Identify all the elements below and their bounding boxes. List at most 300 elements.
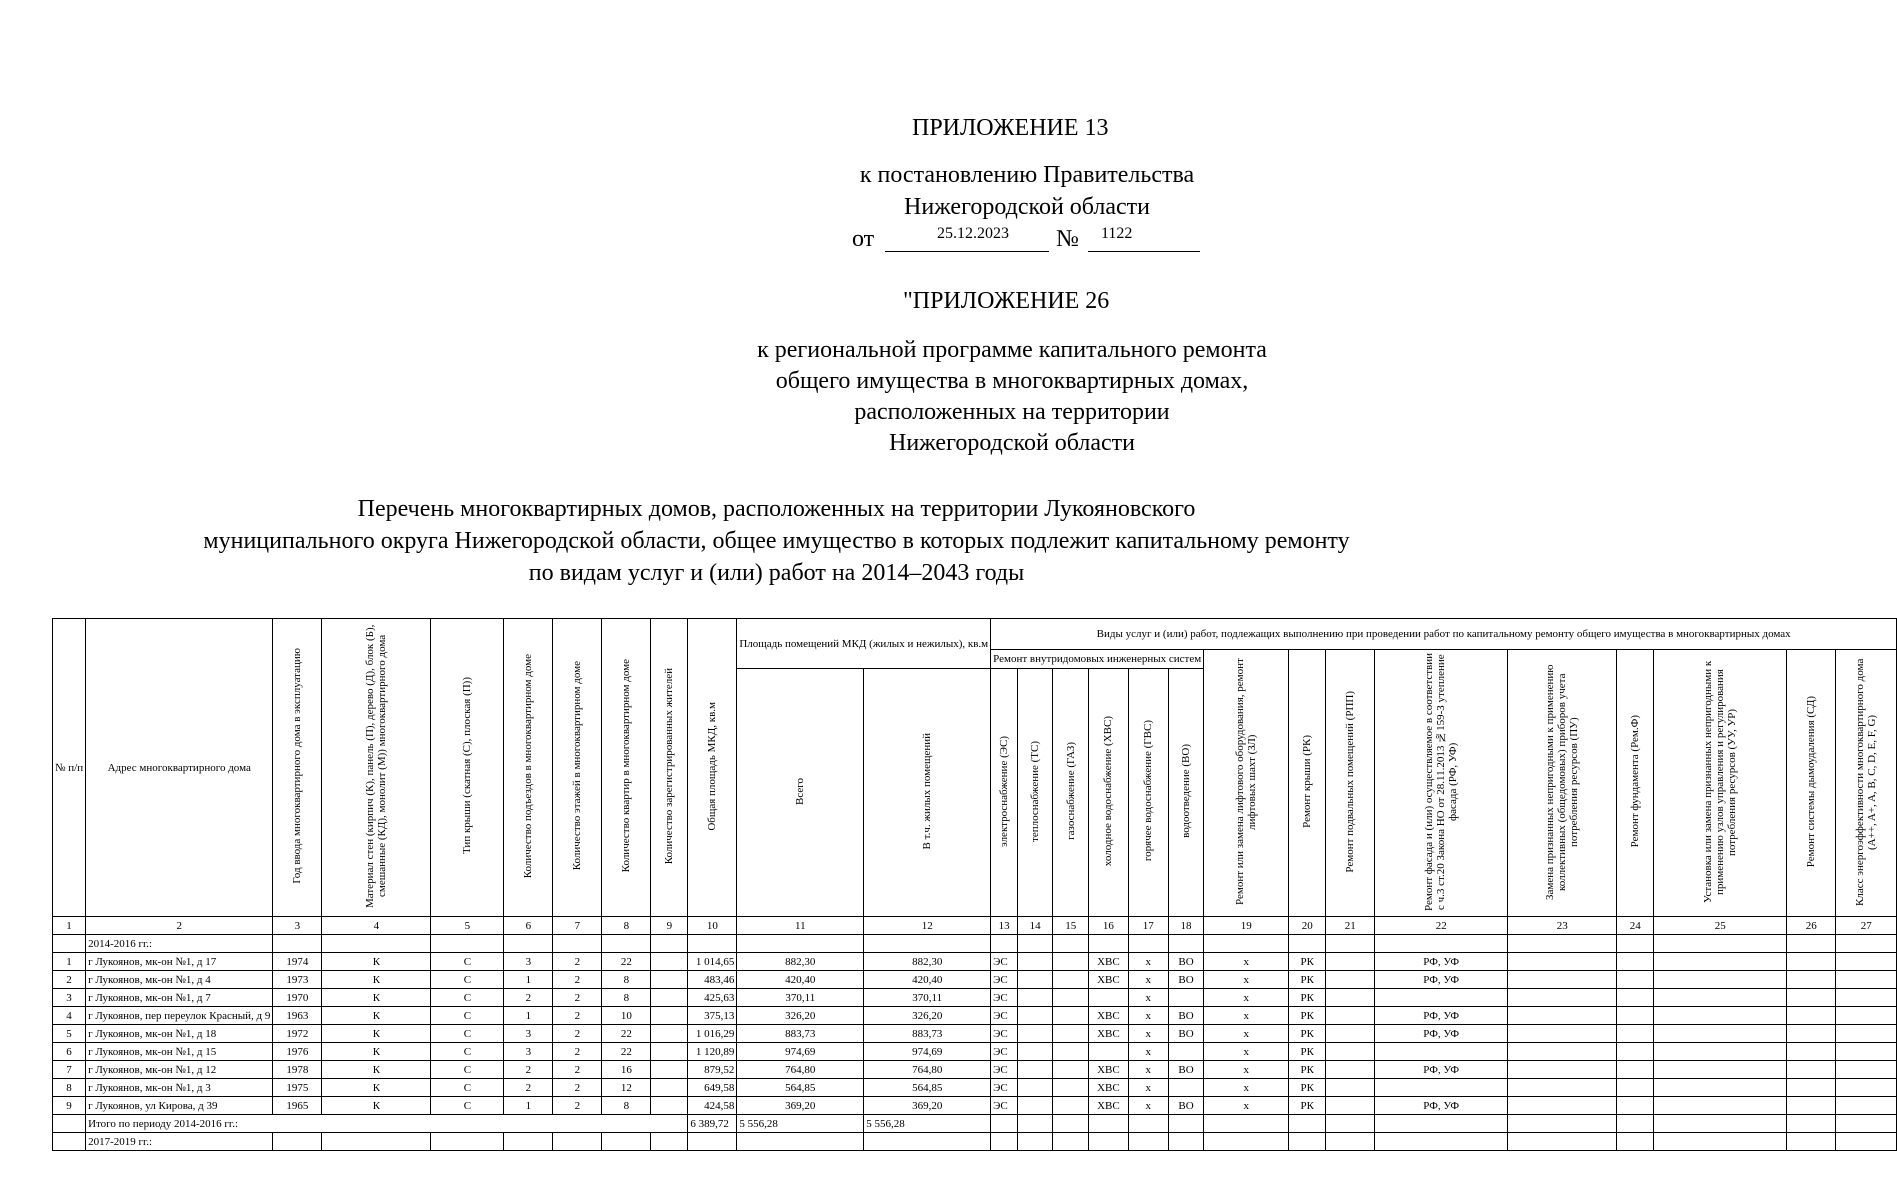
cell-gaz [1053, 1061, 1089, 1079]
cell-rpp [1326, 1079, 1375, 1097]
header-area-living: В т.ч. жилых помещений [921, 732, 934, 850]
cell-sd [1787, 1043, 1836, 1061]
cell-remf [1617, 953, 1654, 971]
cell-uu [1654, 1007, 1787, 1025]
cell-year: 1965 [273, 1097, 322, 1115]
cell-uu [1654, 1043, 1787, 1061]
cell-remf [1617, 1097, 1654, 1115]
cell-roof-type: С [431, 1025, 504, 1043]
cell-rk: РК [1289, 1061, 1326, 1079]
cell-rk: РК [1289, 1043, 1326, 1061]
column-number: 1 [53, 917, 86, 935]
cell-pu [1508, 1007, 1617, 1025]
cell-hvs: ХВС [1089, 971, 1129, 989]
cell-rpp [1326, 1025, 1375, 1043]
cell-sd [1787, 1025, 1836, 1043]
cell-es: ЭС [991, 1025, 1018, 1043]
cell-floors: 2 [553, 1079, 602, 1097]
table-row [53, 1079, 1897, 1097]
cell-entrances: 1 [504, 1097, 553, 1115]
cell-year: 1978 [273, 1061, 322, 1079]
number-label: № [1056, 226, 1079, 252]
cell-address: г Лукоянов, мк-он №1, д 18 [86, 1025, 273, 1043]
cell-wall-material: К [322, 989, 431, 1007]
header-gaz: газоснабжение (ГАЗ) [1064, 742, 1077, 840]
cell-row-number: 9 [53, 1097, 86, 1115]
table-row [53, 1007, 1897, 1025]
cell-roof-type: С [431, 1007, 504, 1025]
cell-residents [651, 989, 688, 1007]
cell-lift: х [1204, 971, 1289, 989]
cell-residents [651, 1079, 688, 1097]
header-premises-area: Площадь помещений МКД (жилых и нежилых), кв.м [737, 619, 991, 669]
cell-sd [1787, 989, 1836, 1007]
cell-remf [1617, 1043, 1654, 1061]
cell-row-number: 8 [53, 1079, 86, 1097]
column-number: 19 [1204, 917, 1289, 935]
cell-uu [1654, 971, 1787, 989]
column-number: 3 [273, 917, 322, 935]
cell-rpp [1326, 1007, 1375, 1025]
cell-rk: РК [1289, 971, 1326, 989]
cell-gaz [1053, 1079, 1089, 1097]
column-number: 27 [1836, 917, 1897, 935]
cell-vo: ВО [1168, 953, 1203, 971]
cell-ts [1018, 989, 1053, 1007]
cell-residents [651, 1043, 688, 1061]
cell-wall-material: К [322, 1079, 431, 1097]
cell-sd [1787, 953, 1836, 971]
cell-entrances: 1 [504, 971, 553, 989]
program-line-4: Нижегородской области [888, 430, 1136, 456]
resolution-date: 25.12.2023 [937, 225, 1009, 242]
column-number: 8 [602, 917, 651, 935]
cell-facade: РФ, УФ [1375, 1007, 1508, 1025]
header-rpp: Ремонт подвальных помещений (РПП) [1344, 690, 1357, 873]
cell-energy-class [1836, 1079, 1897, 1097]
cell-apartments: 10 [602, 1007, 651, 1025]
cell-lift: х [1204, 1007, 1289, 1025]
cell-remf [1617, 1025, 1654, 1043]
cell-row-number: 7 [53, 1061, 86, 1079]
cell-floors: 2 [553, 1007, 602, 1025]
cell-entrances: 2 [504, 989, 553, 1007]
cell-wall-material: К [322, 1025, 431, 1043]
cell-vo: ВО [1168, 971, 1203, 989]
header-address: Адрес многоквартирного дома [86, 619, 273, 917]
cell-address: г Лукоянов, мк-он №1, д 4 [86, 971, 273, 989]
header-residents: Количество зарегистрированных жителей [663, 667, 676, 865]
cell-total-area: 424,58 [688, 1097, 737, 1115]
cell-area-living: 564,85 [864, 1079, 991, 1097]
column-number: 6 [504, 917, 553, 935]
column-number: 12 [864, 917, 991, 935]
cell-floors: 2 [553, 1025, 602, 1043]
cell-energy-class [1836, 1007, 1897, 1025]
cell-year: 1976 [273, 1043, 322, 1061]
cell-area-living: 420,40 [864, 971, 991, 989]
cell-year: 1973 [273, 971, 322, 989]
cell-apartments: 8 [602, 1097, 651, 1115]
cell-roof-type: С [431, 971, 504, 989]
date-underline [885, 251, 1049, 252]
cell-wall-material: К [322, 1007, 431, 1025]
cell-gvs: х [1128, 1043, 1168, 1061]
header-facade: Ремонт фасада и (или) осуществляемое в соответствии с ч.3 ст.20 Закона НО от 28.11.2013 №159-З утепление фасада (РФ, УФ) [1423, 652, 1460, 911]
cell-energy-class [1836, 1061, 1897, 1079]
cell-gaz [1053, 971, 1089, 989]
program-line-3: расположенных на территории [854, 399, 1170, 425]
cell-energy-class [1836, 1097, 1897, 1115]
cell-rpp [1326, 989, 1375, 1007]
cell-gaz [1053, 1007, 1089, 1025]
cell-residents [651, 1097, 688, 1115]
cell-vo [1168, 1079, 1203, 1097]
cell-gvs: х [1128, 1061, 1168, 1079]
cell-sd [1787, 1079, 1836, 1097]
cell-total-area: 879,52 [688, 1061, 737, 1079]
cell-area-all: 882,30 [737, 953, 864, 971]
cell-rk: РК [1289, 1007, 1326, 1025]
cell-area-all: 420,40 [737, 971, 864, 989]
table-row [53, 989, 1897, 1007]
header-uu: Установка или замена признанных непригодными к применению узлов управления и регулирования потребления ресурсов (УУ, УР) [1702, 660, 1739, 903]
cell-row-number: 6 [53, 1043, 86, 1061]
header-apartments: Количество квартир в многоквартирном доме [620, 659, 633, 873]
cell-gvs: х [1128, 971, 1168, 989]
header-remf: Ремонт фундамента (Рем.Ф) [1629, 715, 1642, 848]
period-row-2 [53, 1133, 1897, 1151]
cell-gaz [1053, 989, 1089, 1007]
header-hvs: холодное водоснабжение (ХВС) [1102, 715, 1115, 867]
cell-floors: 2 [553, 1061, 602, 1079]
table-row [53, 953, 1897, 971]
cell-pu [1508, 953, 1617, 971]
table-row [53, 1025, 1897, 1043]
cell-area-all: 883,73 [737, 1025, 864, 1043]
cell-facade [1375, 1043, 1508, 1061]
column-number-row [53, 917, 1897, 935]
cell-year: 1975 [273, 1079, 322, 1097]
cell-entrances: 3 [504, 953, 553, 971]
column-number: 7 [553, 917, 602, 935]
cell-row-number: 3 [53, 989, 86, 1007]
cell-gvs: х [1128, 1097, 1168, 1115]
header-services: Виды услуг и (или) работ, подлежащих выполнению при проведении работ по капитальному ремонту общего имущества в многоквартирных домах [991, 619, 1897, 650]
total-label: Итого по периоду 2014-2016 гг.: [86, 1115, 688, 1133]
cell-hvs: ХВС [1089, 1025, 1129, 1043]
table-row [53, 1043, 1897, 1061]
cell-pu [1508, 1025, 1617, 1043]
cell-lift: х [1204, 989, 1289, 1007]
cell-hvs: ХВС [1089, 1061, 1129, 1079]
cell-pu [1508, 1043, 1617, 1061]
cell-es: ЭС [991, 1061, 1018, 1079]
cell-entrances: 3 [504, 1043, 553, 1061]
header-roof: Тип крыши (скатная (С), плоская (П)) [461, 677, 474, 855]
cell-total-area: 483,46 [688, 971, 737, 989]
cell-apartments: 8 [602, 971, 651, 989]
resolution-number: 1122 [1101, 225, 1133, 242]
period-row [53, 935, 1897, 953]
cell-hvs [1089, 1043, 1129, 1061]
column-number: 11 [737, 917, 864, 935]
cell-gvs: х [1128, 953, 1168, 971]
header-year: Год ввода многоквартирного дома в эксплуатацию [291, 648, 304, 884]
total-area: 6 389,72 [688, 1115, 737, 1133]
column-number: 9 [651, 917, 688, 935]
cell-area-living: 369,20 [864, 1097, 991, 1115]
cell-row-number: 1 [53, 953, 86, 971]
cell-energy-class [1836, 1043, 1897, 1061]
cell-total-area: 649,58 [688, 1079, 737, 1097]
cell-uu [1654, 1079, 1787, 1097]
cell-entrances: 3 [504, 1025, 553, 1043]
cell-sd [1787, 1007, 1836, 1025]
cell-apartments: 22 [602, 1043, 651, 1061]
cell-entrances: 1 [504, 1007, 553, 1025]
cell-gvs: х [1128, 1007, 1168, 1025]
from-label: от [852, 226, 875, 252]
column-number: 10 [688, 917, 737, 935]
header-floors: Количество этажей в многоквартирном доме [571, 661, 584, 871]
cell-rpp [1326, 1043, 1375, 1061]
cell-area-living: 883,73 [864, 1025, 991, 1043]
cell-rk: РК [1289, 989, 1326, 1007]
cell-es: ЭС [991, 1079, 1018, 1097]
column-number: 4 [322, 917, 431, 935]
cell-floors: 2 [553, 1097, 602, 1115]
cell-area-living: 326,20 [864, 1007, 991, 1025]
header-es: электроснабжение (ЭС) [998, 735, 1011, 847]
document-title-line-3: по видам услуг и (или) работ на 2014–2043 годы [528, 560, 1025, 586]
column-number: 14 [1018, 917, 1053, 935]
cell-roof-type: С [431, 1043, 504, 1061]
column-number: 15 [1053, 917, 1089, 935]
cell-es: ЭС [991, 1097, 1018, 1115]
cell-entrances: 2 [504, 1079, 553, 1097]
header-ts: теплоснабжение (ТС) [1029, 740, 1042, 842]
cell-rk: РК [1289, 953, 1326, 971]
cell-lift: х [1204, 1043, 1289, 1061]
cell-facade [1375, 989, 1508, 1007]
cell-gvs: х [1128, 989, 1168, 1007]
table-row [53, 1097, 1897, 1115]
column-number: 13 [991, 917, 1018, 935]
cell-pu [1508, 989, 1617, 1007]
cell-rpp [1326, 1097, 1375, 1115]
cell-es: ЭС [991, 1007, 1018, 1025]
appendix-26-title: "ПРИЛОЖЕНИЕ 26 [903, 288, 1110, 314]
cell-hvs: ХВС [1089, 1097, 1129, 1115]
cell-wall-material: К [322, 1061, 431, 1079]
header-material: Материал стен (кирпич (К), панель (П), дерево (Д), блок (Б), смешанные (КД), монолит (М)) многоквартирного дома [364, 624, 389, 908]
resolution-line-2: Нижегородской области [903, 194, 1151, 220]
cell-facade: РФ, УФ [1375, 1061, 1508, 1079]
cell-floors: 2 [553, 1043, 602, 1061]
cell-area-all: 369,20 [737, 1097, 864, 1115]
cell-address: г Лукоянов, мк-он №1, д 15 [86, 1043, 273, 1061]
cell-apartments: 12 [602, 1079, 651, 1097]
cell-total-area: 425,63 [688, 989, 737, 1007]
cell-floors: 2 [553, 989, 602, 1007]
cell-wall-material: К [322, 953, 431, 971]
cell-facade: РФ, УФ [1375, 953, 1508, 971]
cell-remf [1617, 1061, 1654, 1079]
cell-ts [1018, 1043, 1053, 1061]
cell-energy-class [1836, 1025, 1897, 1043]
cell-energy-class [1836, 971, 1897, 989]
cell-area-all: 326,20 [737, 1007, 864, 1025]
cell-hvs: ХВС [1089, 953, 1129, 971]
column-number: 5 [431, 917, 504, 935]
column-number: 17 [1128, 917, 1168, 935]
cell-vo: ВО [1168, 1061, 1203, 1079]
cell-es: ЭС [991, 953, 1018, 971]
cell-vo: ВО [1168, 1007, 1203, 1025]
header-vo: водоотведение (ВО) [1180, 744, 1193, 838]
cell-hvs: ХВС [1089, 1079, 1129, 1097]
number-underline [1088, 251, 1200, 252]
cell-hvs [1089, 989, 1129, 1007]
cell-es: ЭС [991, 971, 1018, 989]
cell-area-living: 370,11 [864, 989, 991, 1007]
cell-uu [1654, 1025, 1787, 1043]
cell-gaz [1053, 953, 1089, 971]
cell-year: 1970 [273, 989, 322, 1007]
program-line-1: к региональной программе капитального ремонта [757, 337, 1267, 363]
cell-apartments: 16 [602, 1061, 651, 1079]
header-num: № п/п [53, 619, 86, 917]
cell-energy-class [1836, 989, 1897, 1007]
cell-facade: РФ, УФ [1375, 971, 1508, 989]
cell-gaz [1053, 1097, 1089, 1115]
period-label: 2014-2016 гг.: [86, 935, 273, 953]
cell-wall-material: К [322, 971, 431, 989]
cell-floors: 2 [553, 971, 602, 989]
cell-floors: 2 [553, 953, 602, 971]
cell-row-number: 4 [53, 1007, 86, 1025]
cell-total-area: 1 120,89 [688, 1043, 737, 1061]
cell-year: 1974 [273, 953, 322, 971]
column-number: 18 [1168, 917, 1203, 935]
table-row [53, 971, 1897, 989]
column-number: 20 [1289, 917, 1326, 935]
cell-uu [1654, 1097, 1787, 1115]
document-title-line-1: Перечень многоквартирных домов, расположенных на территории Лукояновского [357, 496, 1196, 522]
cell-uu [1654, 989, 1787, 1007]
cell-remf [1617, 989, 1654, 1007]
houses-table [52, 618, 1897, 1151]
cell-roof-type: С [431, 1061, 504, 1079]
cell-area-living: 882,30 [864, 953, 991, 971]
cell-ts [1018, 1097, 1053, 1115]
cell-year: 1963 [273, 1007, 322, 1025]
appendix-title: ПРИЛОЖЕНИЕ 13 [912, 115, 1109, 141]
cell-pu [1508, 1061, 1617, 1079]
cell-ts [1018, 1079, 1053, 1097]
cell-rpp [1326, 1061, 1375, 1079]
resolution-line-1: к постановлению Правительства [859, 162, 1195, 188]
cell-hvs: ХВС [1089, 1007, 1129, 1025]
cell-area-living: 974,69 [864, 1043, 991, 1061]
cell-remf [1617, 1007, 1654, 1025]
cell-total-area: 1 014,65 [688, 953, 737, 971]
cell-vo [1168, 989, 1203, 1007]
cell-sd [1787, 1097, 1836, 1115]
cell-lift: х [1204, 1025, 1289, 1043]
cell-gaz [1053, 1043, 1089, 1061]
cell-entrances: 2 [504, 1061, 553, 1079]
header-total-area: Общая площадь МКД, кв.м [706, 701, 719, 831]
header-sd: Ремонт системы дымоудаления (СД) [1805, 695, 1818, 868]
cell-roof-type: С [431, 1079, 504, 1097]
cell-residents [651, 953, 688, 971]
cell-ts [1018, 1025, 1053, 1043]
cell-gvs: х [1128, 1079, 1168, 1097]
total-area-all: 5 556,28 [737, 1115, 864, 1133]
cell-gvs: х [1128, 1025, 1168, 1043]
cell-facade: РФ, УФ [1375, 1097, 1508, 1115]
cell-row-number: 2 [53, 971, 86, 989]
cell-address: г Лукоянов, мк-он №1, д 3 [86, 1079, 273, 1097]
cell-area-all: 974,69 [737, 1043, 864, 1061]
cell-area-all: 564,85 [737, 1079, 864, 1097]
column-number: 25 [1654, 917, 1787, 935]
cell-area-living: 764,80 [864, 1061, 991, 1079]
cell-uu [1654, 1061, 1787, 1079]
cell-apartments: 8 [602, 989, 651, 1007]
cell-address: г Лукоянов, мк-он №1, д 12 [86, 1061, 273, 1079]
cell-vo [1168, 1043, 1203, 1061]
cell-uu [1654, 953, 1787, 971]
cell-total-area: 375,13 [688, 1007, 737, 1025]
cell-address: г Лукоянов, ул Кирова, д 39 [86, 1097, 273, 1115]
column-number: 26 [1787, 917, 1836, 935]
cell-address: г Лукоянов, пер переулок Красный, д 9 [86, 1007, 273, 1025]
cell-total-area: 1 016,29 [688, 1025, 737, 1043]
column-number: 16 [1089, 917, 1129, 935]
cell-sd [1787, 971, 1836, 989]
header-energy: Класс энергоэффективности многоквартирного дома (A++, A+, A, B, C, D, E, F, G) [1854, 657, 1879, 906]
cell-lift: х [1204, 1079, 1289, 1097]
total-area-living: 5 556,28 [864, 1115, 991, 1133]
cell-pu [1508, 971, 1617, 989]
column-number: 21 [1326, 917, 1375, 935]
header-entrances: Количество подъездов в многоквартирном доме [522, 653, 535, 879]
cell-residents [651, 1025, 688, 1043]
cell-roof-type: С [431, 953, 504, 971]
cell-area-all: 370,11 [737, 989, 864, 1007]
cell-lift: х [1204, 1061, 1289, 1079]
cell-roof-type: С [431, 989, 504, 1007]
cell-residents [651, 1007, 688, 1025]
cell-lift: х [1204, 953, 1289, 971]
cell-ts [1018, 953, 1053, 971]
cell-roof-type: С [431, 1097, 504, 1115]
cell-pu [1508, 1079, 1617, 1097]
cell-wall-material: К [322, 1043, 431, 1061]
cell-area-all: 764,80 [737, 1061, 864, 1079]
cell-energy-class [1836, 953, 1897, 971]
document-title-line-2: муниципального округа Нижегородской области, общее имущество в которых подлежит капитальному ремонту [203, 528, 1350, 554]
header-gvs: горячее водоснабжение (ГВС) [1142, 720, 1155, 862]
program-line-2: общего имущества в многоквартирных домах, [775, 368, 1249, 394]
cell-vo: ВО [1168, 1025, 1203, 1043]
cell-rpp [1326, 953, 1375, 971]
cell-es: ЭС [991, 989, 1018, 1007]
cell-gaz [1053, 1025, 1089, 1043]
